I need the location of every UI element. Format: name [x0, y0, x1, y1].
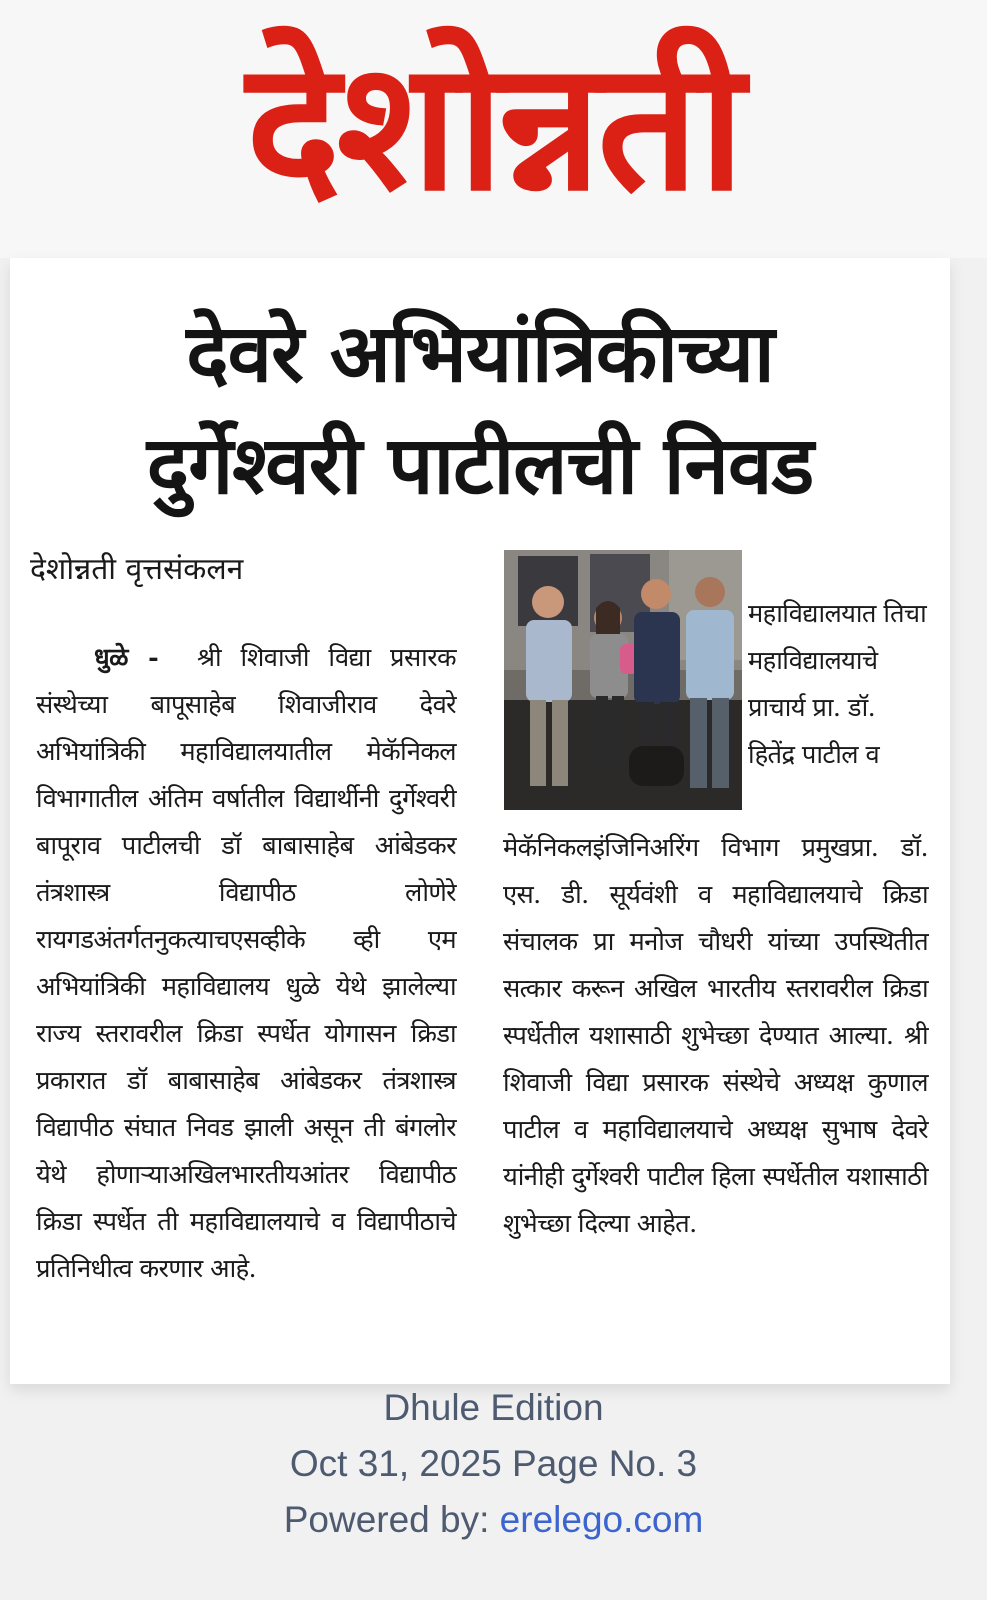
article-photo — [504, 550, 742, 810]
powered-by-line — [0, 1498, 987, 1542]
article-headline — [28, 298, 932, 522]
headline-line-2: दुर्गेश्वरी पाटीलची निवड — [146, 419, 814, 512]
masthead — [0, 0, 987, 258]
powered-by-label: Powered by: — [283, 1499, 490, 1540]
article-right-column: मेकॅनिकलइंजिनिअरिंग विभाग प्रमुखप्रा. डॉ. एस. डी. सूर्यवंशी व महाविद्यालयाचे क्रिडा संचालक प्रा मनोज चौधरी यांच्या उपस्थितीत सत्कार करून अखिल भारतीय स्तरावरील क्रिडा स्पर्धेतील यशासाठी शुभेच्छा देण्यात आल्या. श्री शिवाजी विद्या प्रसारक संस्थेचे अध्यक्ष कुणाल पाटील व महाविद्यालयाचे अध्यक्ष सुभाष देवरे यांनीही दुर्गेश्वरी पाटील हिला स्पर्धेतील यशासाठी शुभेच्छा दिल्या आहेत. — [503, 833, 928, 1239]
edition-label: Dhule Edition — [383, 1387, 604, 1428]
news-clipping — [10, 258, 950, 1384]
article-byline: देशोन्नती वृत्तसंकलन — [30, 552, 244, 587]
date-page-label: Oct 31, 2025 Page No. 3 — [289, 1443, 698, 1484]
headline-line-1: देवरे अभियांत्रिकीच्या — [186, 307, 774, 400]
article-right-column-top: महाविद्यालयात तिचा महाविद्यालयाचे प्राचार्य प्रा. डॉ. हितेंद्र पाटील व — [748, 599, 927, 770]
article-left-column — [36, 635, 456, 1293]
left-column-text: श्री शिवाजी विद्या प्रसारक संस्थेच्या बापूसाहेब शिवाजीराव देवरे अभियांत्रिकी महाविद्यालयातील मेकॅनिकल विभागातील अंतिम वर्षातील विद्यार्थीनी दुर्गेश्वरी बापूराव पाटीलची डॉ बाबासाहेब आंबेडकर तंत्रशास्त्र विद्यापीठ लोणेरे रायगडअंतर्गतनुकत्याचएसव्हीके व्ही एम अभियांत्रिकी महाविद्यालय धुळे येथे झालेल्या राज्य स्तरावरील क्रिडा स्पर्धेत योगासन क्रिडा प्रकारात डॉ बाबासाहेब आंबेडकर तंत्रशास्त्र विद्यापीठ संघात निवड झाली असून ती बंगलोर येथे होणाऱ्याअखिलभारतीयआंतर विद्यापीठ क्रिडा स्पर्धेत ती महाविद्यालयाचे व विद्यापीठाचे प्रतिनिधीत्व करणार आहे. — [36, 643, 457, 1284]
newspaper-logo: देशोन्नती — [246, 23, 741, 230]
erelego-link[interactable]: erelego.com — [499, 1499, 704, 1540]
dateline-place: धुळे - — [94, 643, 159, 673]
